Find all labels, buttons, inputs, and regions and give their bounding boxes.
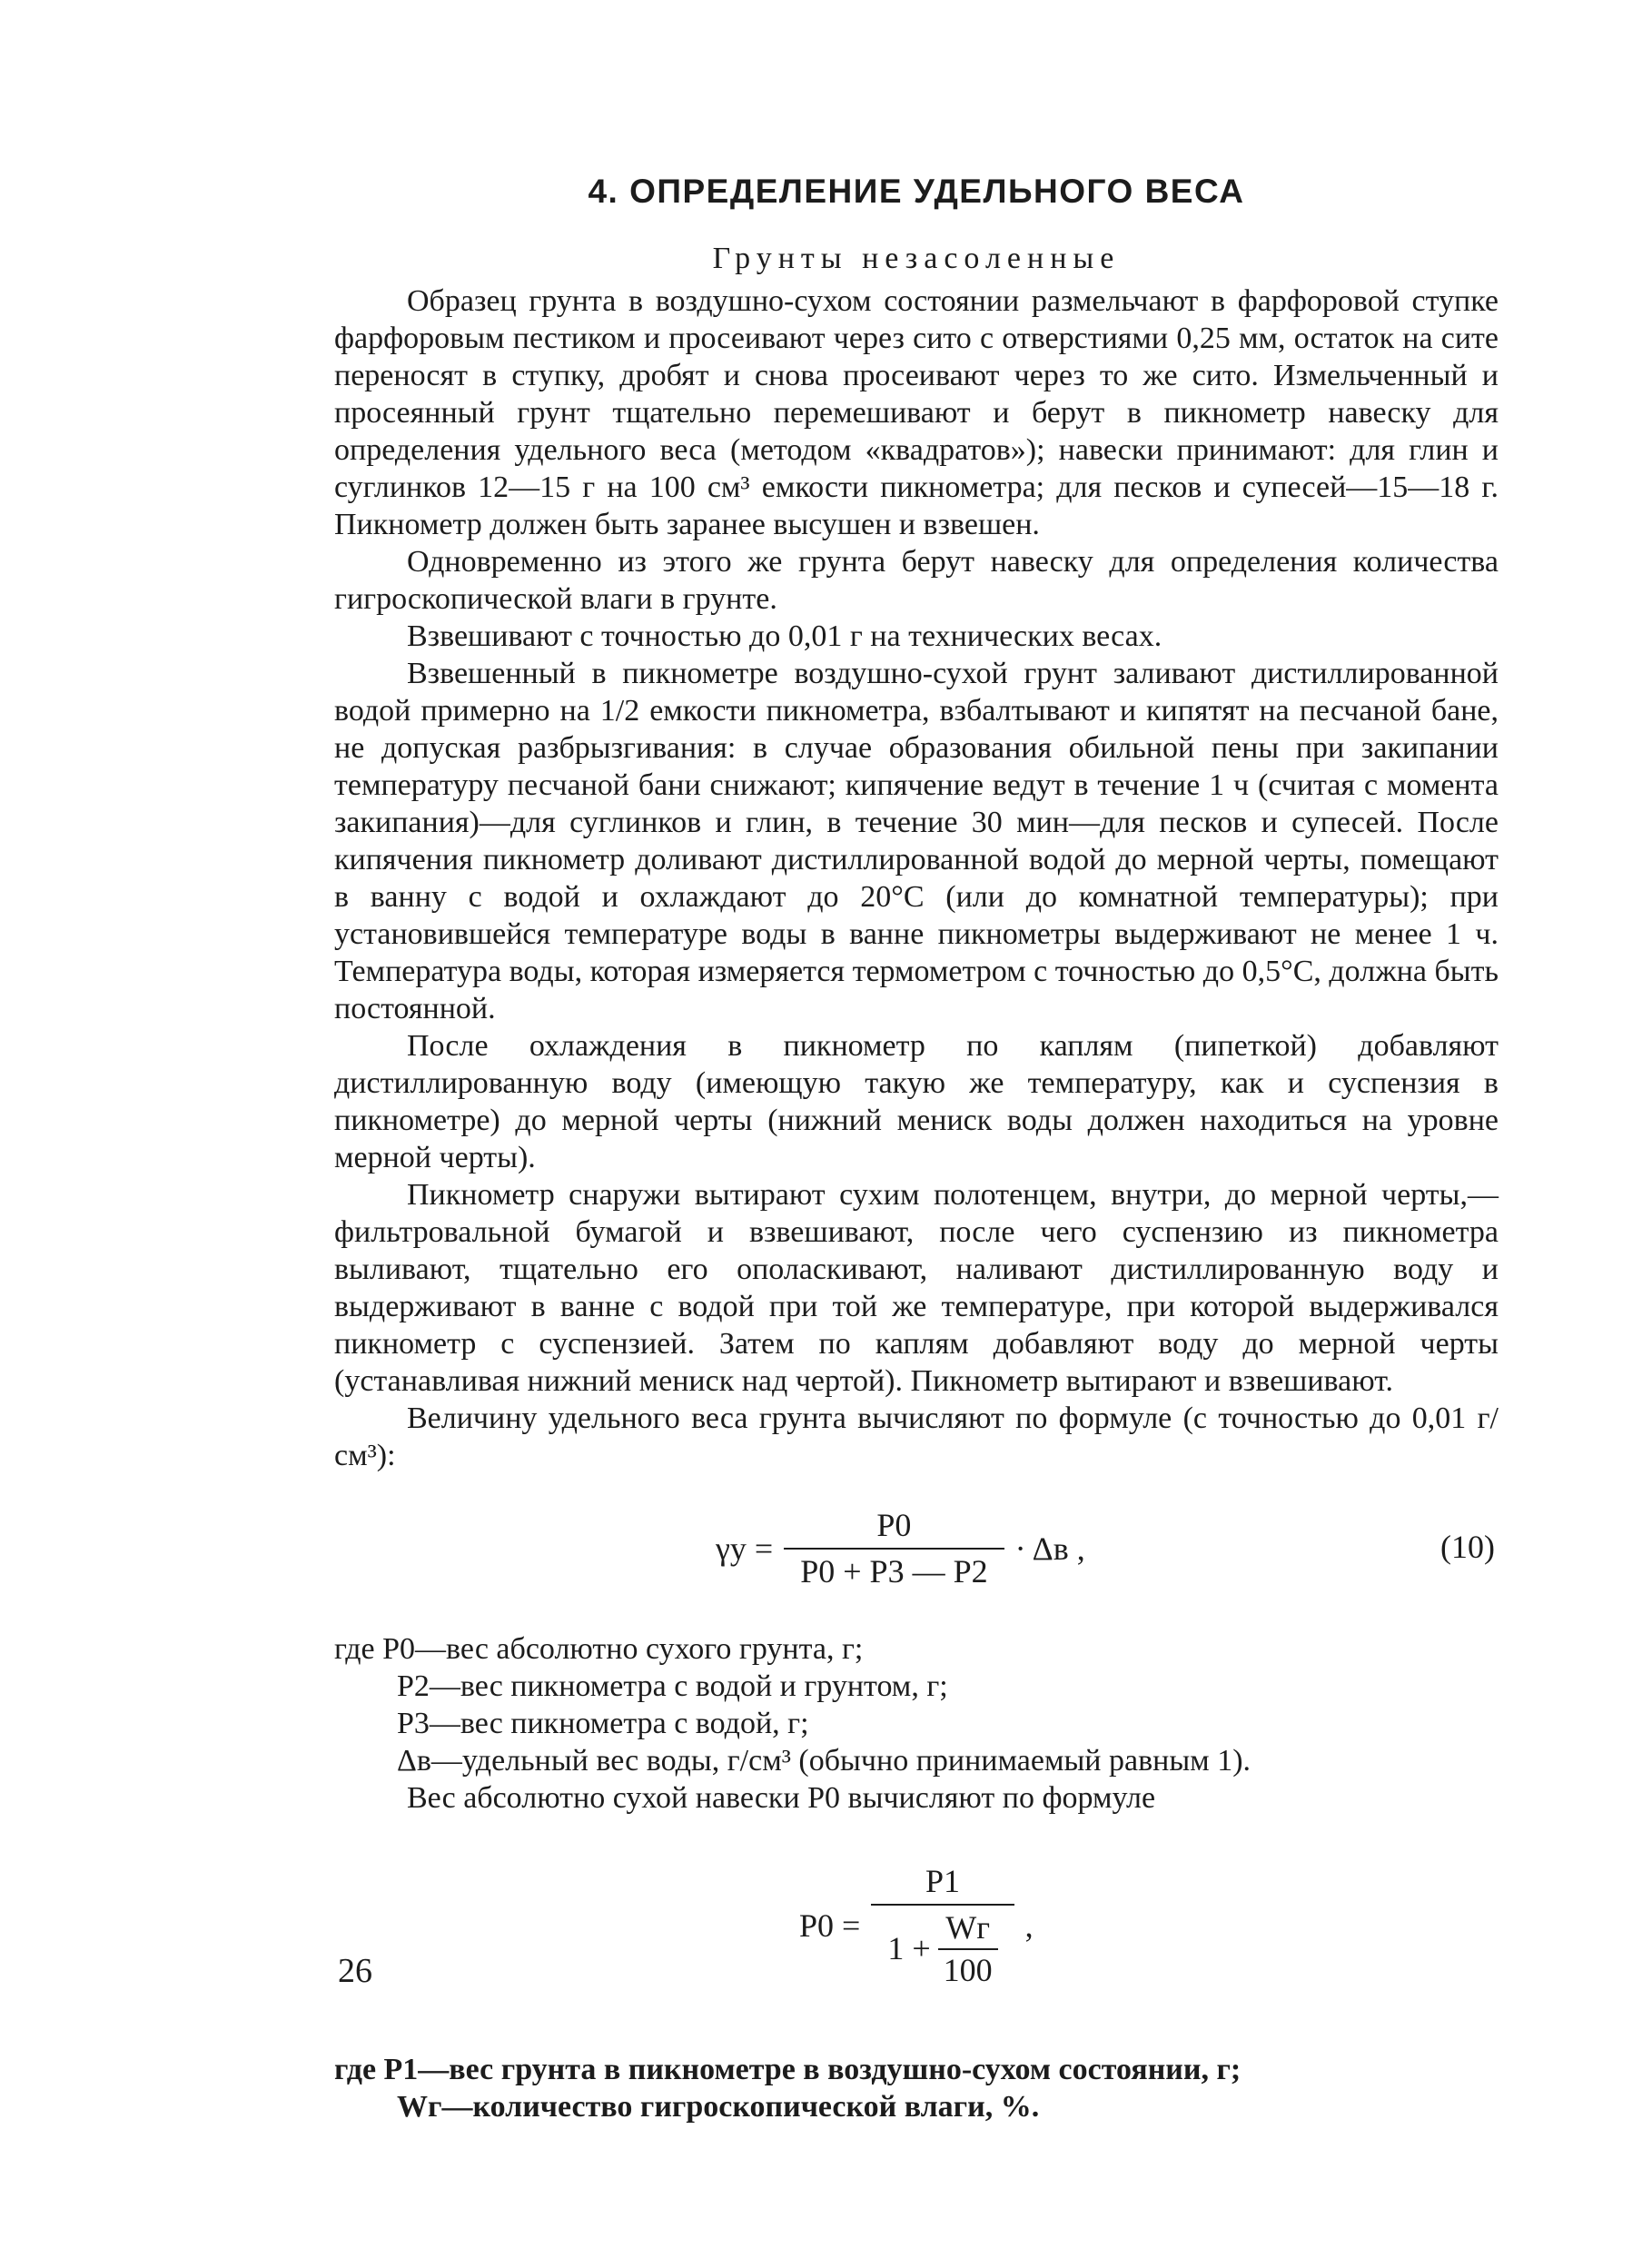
- formula2-lhs: P0 =: [799, 1907, 861, 1944]
- formula2-inner-fraction: [938, 1909, 998, 1989]
- paragraph-2: Одновременно из этого же грунта берут навеску для определения количества гигроскопической влаги в грунте.: [334, 545, 1499, 616]
- paragraph-after-definitions: Вес абсолютно сухой навески P0 вычисляют по формуле: [407, 1781, 1156, 1815]
- formula1-multiplier: · Δв ,: [1014, 1530, 1085, 1567]
- paragraph-4: Взвешенный в пикнометре воздушно-сухой грунт заливают дистиллированной водой примерно на 1/2 емкости пикнометра, взбалтывают и кипятят на песчаной бане, не допуская разбрызгивания: в случае образования обильной пены при закипании температуру песчаной бани снижают; кипячение ведут в течение 1 ч (считая с момента закипания)—для суглинков и глин, в течение 30 мин—для песков и супесей. После кипячения пикнометр доливают дистиллированной водой до мерной черты, помещают в ванну с водой и охлаждают до 20°С (или до комнатной температуры); при установившейся температуре воды в ванне пикнометры выдерживают не менее 1 ч. Температура воды, которая измеряется термометром с точностью до 0,5°С, должна быть постоянной.: [334, 657, 1499, 1025]
- formula-specific-gravity: [334, 1494, 1499, 1603]
- formula2-definitions: [334, 2051, 1499, 2125]
- paragraph-3: Взвешивают с точностью до 0,01 г на технических весах.: [407, 619, 1162, 653]
- formula-dry-weight: [334, 1835, 1499, 2025]
- paragraph-6: Пикнометр снаружи вытирают сухим полотенцем, внутри, до мерной черты,—фильтровальной бумагой и взвешивают, после чего суспензию из пикнометра выливают, тщательно его ополаскивают, наливают дистиллированную воду и выдерживают в ванне с водой при той же температуре, при которой выдерживался пикнометр с суспензией. Затем по каплям добавляют воду до мерной черты (устанавливая нижний мениск над чертой). Пикнометр вытирают и взвешивают.: [334, 1178, 1499, 1398]
- paragraph-7: Величину удельного веса грунта вычисляют по формуле (с точностью до 0,01 г/см³):: [334, 1401, 1499, 1472]
- definition-p2: P2—вес пикнометра с водой и грунтом, г;: [397, 1669, 948, 1703]
- definition-p3: P3—вес пикнометра с водой, г;: [397, 1707, 809, 1740]
- formula1-definitions: [334, 1630, 1499, 1779]
- formula1-lhs: γу =: [716, 1530, 774, 1567]
- definition-wg: Wг—количество гигроскопической влаги, %.: [397, 2090, 1040, 2124]
- paragraph-1: Образец грунта в воздушно-сухом состоянии размельчают в фарфоровой ступке фарфоровым пестиком и просеивают через сито с отверстиями 0,25 мм, остаток на сите переносят в ступку, дробят и снова просеивают через то же сито. Измельченный и просеянный грунт тщательно перемешивают и берут в пикнометр навеску для определения удельного веса (методом «квадратов»); навески принимают: для глин и суглинков 12—15 г на 100 см³ емкости пикнометра; для песков и супесей—15—18 г. Пикнометр должен быть заранее высушен и взвешен.: [334, 284, 1499, 541]
- subsection-title: Грунты незасоленные: [712, 242, 1121, 275]
- paragraph-5: После охлаждения в пикнометр по каплям (пипеткой) добавляют дистиллированную воду (имеющую такую же температуру, как и суспензия в пикнометре) до мерной черты (нижний мениск воды должен находиться на уровне мерной черты).: [334, 1029, 1499, 1174]
- formula2-den-prefix: 1 +: [887, 1930, 931, 1966]
- definition-delta: Δв—удельный вес воды, г/см³ (обычно принимаемый равным 1).: [397, 1744, 1251, 1778]
- formula1-fraction: [784, 1507, 1004, 1590]
- formula2-inner-numerator: Wг: [945, 1908, 991, 1946]
- definition-p0: где P0—вес абсолютно сухого грунта, г;: [334, 1632, 864, 1666]
- formula2-fraction: [871, 1863, 1014, 1989]
- section-title: 4. ОПРЕДЕЛЕНИЕ УДЕЛЬНОГО ВЕСА: [588, 173, 1245, 210]
- formula2-suffix: ,: [1024, 1907, 1034, 1944]
- formula1-denominator: P0 + P3 — P2: [784, 1548, 1004, 1590]
- formula1-numerator: P0: [876, 1507, 912, 1543]
- formula2-inner-denominator: 100: [938, 1948, 998, 1989]
- formula2-numerator: P1: [925, 1862, 960, 1899]
- page-content: [334, 173, 1499, 2125]
- formula2-denominator: [871, 1904, 1014, 1989]
- definition-p1: где P1—вес грунта в пикнометре в воздушно-сухом состоянии, г;: [334, 2053, 1241, 2086]
- formula1-number: (10): [1440, 1529, 1495, 1565]
- page-number: 26: [338, 1952, 372, 1990]
